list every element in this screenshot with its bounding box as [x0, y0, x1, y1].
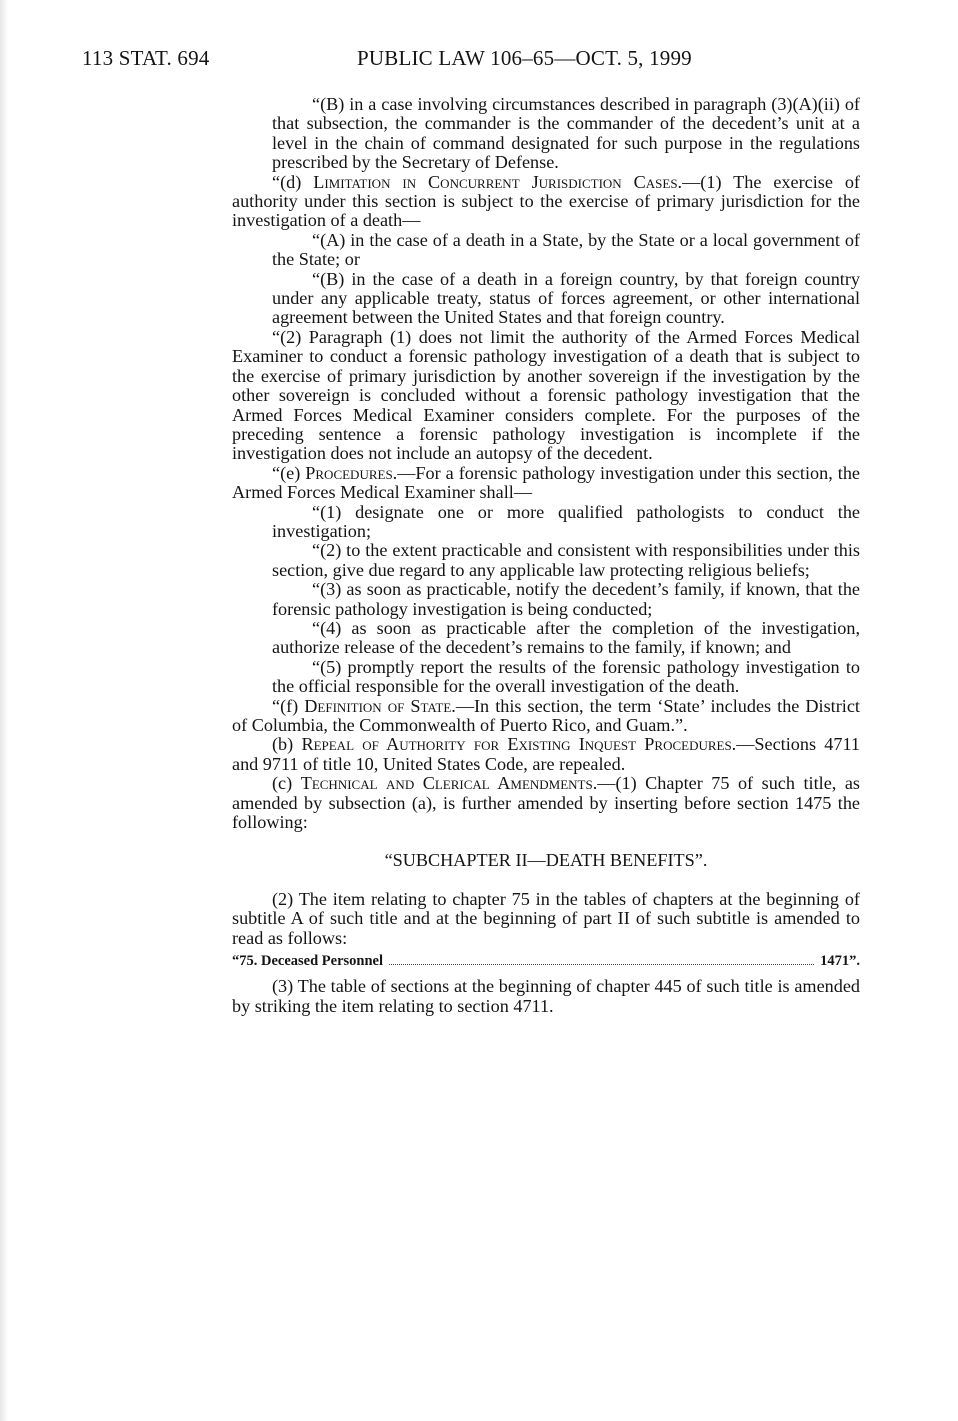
subsection-e-1: “(1) designate one or more qualified pathologists to conduct the investigation;: [272, 501, 860, 541]
subsection-f: [232, 697, 860, 736]
subsection-c-amendments: [232, 774, 860, 832]
subsection-c-number: (c): [272, 773, 301, 794]
document-body: [232, 95, 860, 1016]
subsection-e: [232, 464, 860, 503]
subsection-f-text: —In this section, the term ‘State’ includes the District of Columbia, the Commonwealth of Puerto Rico, and Guam.”.: [232, 695, 860, 735]
subsection-f-heading: Definition of State.: [304, 695, 456, 716]
public-law-title: PUBLIC LAW 106–65—OCT. 5, 1999: [357, 46, 692, 70]
subsection-c-3: (3) The table of sections at the beginning of chapter 445 of such title is amended by striking the item relating to section 4711.: [232, 976, 860, 1016]
subsection-d-A: “(A) in the case of a death in a State, by the State or a local government of the State; or: [272, 229, 860, 270]
subsection-e-3: “(3) as soon as practicable, notify the decedent’s family, if known, that the forensic pathology investigation is being conducted;: [272, 579, 860, 619]
subsection-b-text: —Sections 4711 and 9711 of title 10, United States Code, are repealed.: [232, 734, 860, 774]
page-header: [82, 46, 882, 74]
toc-entry-page: 1471”.: [820, 953, 860, 970]
subsection-c-text: —(1) Chapter 75 of such title, as amended by subsection (a), is further amended by inserting before section 1475 the following:: [232, 773, 860, 833]
subsection-f-number: “(f): [272, 695, 305, 716]
subsection-e-text: —For a forensic pathology investigation under this section, the Armed Forces Medical Examiner shall—: [232, 462, 860, 503]
paragraph-b-commander: “(B) in a case involving circumstances described in paragraph (3)(A)(ii) of that subsection, the commander is the commander of the decedent’s unit at a level in the chain of command designated for such purpose in the regulations prescribed by the Secretary of Defense.: [272, 94, 860, 173]
page-edge-shadow: [0, 0, 8, 1421]
toc-entry-label: “75. Deceased Personnel: [232, 953, 384, 970]
subsection-d: [232, 173, 860, 231]
table-of-chapters-entry: [232, 952, 860, 971]
subsection-d-heading: Limitation in Concurrent Jurisdiction Cases.: [313, 171, 683, 192]
subchapter-heading: “SUBCHAPTER II—DEATH BENEFITS”.: [384, 850, 708, 871]
subsection-d-text: —(1) The exercise of authority under this section is subject to the exercise of primary jurisdiction for the investigation of a death—: [232, 171, 860, 231]
subsection-b-number: (b): [272, 734, 302, 755]
subsection-b-heading: Repeal of Authority for Existing Inquest Procedures.: [301, 734, 737, 755]
subsection-d-number: “(d): [272, 171, 314, 192]
toc-dot-leader: [389, 964, 814, 965]
subsection-c-heading: Technical and Clerical Amendments.: [300, 773, 598, 794]
subsection-d-B: “(B) in the case of a death in a foreign country, by that foreign country under any applicable treaty, status of forces agreement, or other international agreement between the United States and that foreign country.: [272, 268, 860, 328]
subsection-d-2: “(2) Paragraph (1) does not limit the authority of the Armed Forces Medical Examiner to conduct a forensic pathology investigation of a death that is subject to the exercise of primary jurisdiction by another sovereign if the investigation by the other sovereign is concluded without a forensic pathology investigation that the Armed Forces Medical Examiner considers complete. For the purposes of the preceding sentence a forensic pathology investigation is incomplete if the investigation does not include an autopsy of the decedent.: [232, 326, 860, 464]
subsection-b-repeal: [232, 735, 860, 774]
statute-page-number: 113 STAT. 694: [82, 46, 210, 70]
subsection-e-number: “(e): [272, 462, 306, 483]
subsection-c-2: (2) The item relating to chapter 75 in the tables of chapters at the beginning of subtitle A of such title and at the beginning of part II of such subtitle is amended to read as follows:: [232, 888, 860, 948]
subsection-e-heading: Procedures.: [305, 462, 398, 483]
subsection-e-2: “(2) to the extent practicable and consistent with responsibilities under this section, give due regard to any applicable law protecting religious beliefs;: [272, 540, 860, 580]
subsection-e-5: “(5) promptly report the results of the forensic pathology investigation to the official responsible for the overall investigation of the death.: [272, 656, 860, 697]
subsection-e-4: “(4) as soon as practicable after the completion of the investigation, authorize release of the decedent’s remains to the family, if known; and: [272, 617, 860, 658]
